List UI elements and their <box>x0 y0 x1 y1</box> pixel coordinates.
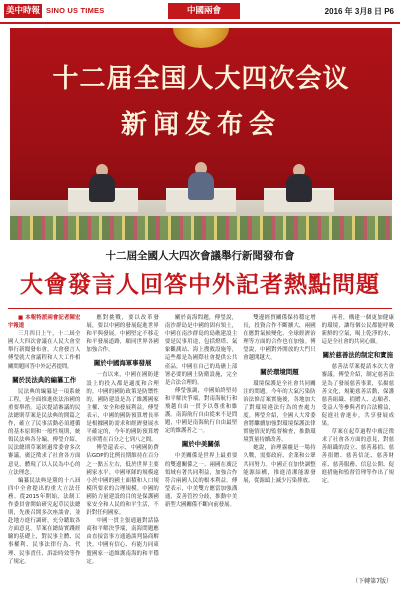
section-subheading: 關於民法典的編纂工作 <box>12 375 77 384</box>
continued-note: （下轉第7版） <box>352 578 392 585</box>
flower-arrangement <box>10 216 392 240</box>
headline-divider <box>8 308 392 309</box>
section-tag: 中國兩會 <box>168 3 240 19</box>
article-column-2 <box>86 314 158 576</box>
paragraph: 環境保護是全社會共同關注的問題。今年的大氣污染防治法修訂案實施後，各地加大了對環境違法行為的查處力度。傅瑩介紹，全國人大常委會將繼續加強對環境保護法律實施情況的監督檢查，推動環境質量持續改善。 <box>243 380 316 444</box>
press-conference-photo <box>10 28 392 240</box>
paragraph: 傅瑩還表示，中國國防費佔GDP的比例長期維持在百分之一點五左右，低於世界主要國家水平。中國軍隊的規模遠小於中國的國土面積和人口規模所要求的合理規模。中國的國防力量建設的目的是保護國家安全和人民的和平生活，不針對任何國家。 <box>86 445 159 517</box>
speaker-right <box>286 174 312 202</box>
banner-line-1: 十二届全国人大四次会议 <box>52 64 350 94</box>
paragraph: 中國一貫主張通過對話協商和平解決爭端，南海問題應由直接當事方通過談判協商解決。中國有信心、有能力同東盟國家一道維護南海的和平穩定。 <box>86 518 159 565</box>
section-subheading: 關於中美關係 <box>181 440 221 449</box>
section-subheading: 關於環境問題 <box>260 367 299 376</box>
paragraph: 傅瑩強調，中國始終堅持和平解決爭端，對南海航行和飛越自由一貫予以尊重和維護。南海航行自由從來不是問題，中國是南海航行自由最堅定的維護者之一。 <box>164 387 238 435</box>
newspaper-name-en: SINO US TIMES <box>46 6 105 15</box>
paragraph: 草案在起草過程中廣泛徵求了社會各方面的意見，對慈善組織的設立、慈善募捐、慈善捐贈、慈善信託、慈善財產、慈善服務、信息公開、促進措施和監督管理等作出了規定。 <box>321 429 395 484</box>
speaker-center <box>188 172 214 200</box>
section-subheading: 關於中國海軍事發展 <box>93 359 152 368</box>
paragraph: 慈善法草案提請本次大會審議。傅瑩介紹，制定慈善法是為了發展慈善事業，弘揚慈善文化，規範慈善活動，保護慈善組織、捐贈人、志願者、受益人等參與者的合法權益，促進社會進步，共享發展成果。 <box>321 364 395 428</box>
article-column-5 <box>322 314 394 576</box>
article-headline: 大會發言人回答中外記者熱點問題 <box>20 272 380 298</box>
paragraph: 應對挑戰，要以改革發展，要以中國的發展促進世界和平與發展。中國堅定不移走和平發展道路，願同世界各國加強合作。 <box>86 315 159 354</box>
paragraph: 編纂民法典是黨的十八屆四中全會提出的重大立法任務。從2015年開始，法制工作委員會開始研究起草民法總則，先後召開多次座談會，並赴地方進行調研，充分聽取各方面意見。草案在總結實踐經驗的基礎上，對民事主體、民事權利、民事法律行為、代理、民事責任、訴訟時效等作了規定。 <box>8 477 81 565</box>
dateline: 2016 年 3月8 日 P6 <box>324 7 394 16</box>
banner-line-2: 新闻发布会 <box>120 110 281 140</box>
paragraph: 雙邊經貿關係保持穩定增長，投資合作不斷擴大，兩國在應對氣候變化、全球經濟治理等方面的合作也在加強。傅瑩說，中國對外開放的大門只會越開越大。 <box>243 315 316 362</box>
section-subheading: 關於慈善法的制定和實施 <box>322 351 393 360</box>
newspaper-logo: 美中時報 <box>5 6 40 16</box>
article-column-1 <box>8 314 80 576</box>
article-column-4 <box>243 314 315 576</box>
paragraph: 民法典的編纂是一項系統工程，是全面推進依法治國的重要舉措。這次提請審議的民法總則草案是民法典的開篇之作，確立了民事活動必須遵循的基本原則和一般性規則，統領民法典各分編。傅瑩介紹，民法總則草案經過常委會多次審議，廣泛徵求了社會各方面意見，體現了以人民為中心的立法理念。 <box>8 388 81 476</box>
article-column-3 <box>165 314 237 576</box>
paragraph: 三月四日上午，十二屆全國人大四次會議在人民大會堂舉行新聞發布會。大會發言人傅瑩就大會議程和人大工作相關問題回答中外記者提問。 <box>8 331 81 370</box>
paragraph: 再者，構建一個更加健康的環境，讓每個公民都能呼吸新鮮的空氣，喝上乾淨的水，這是全社會的共同心願。 <box>321 315 395 346</box>
paragraph: 中美關係是世界上最重要的雙邊關係之一。兩國在廣泛領域有著共同利益，加強合作符合兩國人民的根本利益。傅瑩表示，中美雙方應當加強溝通，妥善管控分歧，推動中美新型大國關係不斷向前發展。 <box>164 453 238 508</box>
masthead <box>0 0 400 24</box>
paragraph: 一直以來，中國在國防建設上的投入都是適度和合理的。中國的國防政策是防禦性的，國防建設是為了維護國家主權、安全和發展利益。傅瑩表示，中國的國防預算增長率是根據國防需求和經濟發展水平確定的，今年的國防預算增長率將在百分之七到八之間。 <box>86 372 159 444</box>
speaker-left <box>89 174 115 202</box>
article-byline: ■ 本報特派兩會記者陳宏宇報道 <box>8 315 81 330</box>
paragraph: 關於南海問題，傅瑩說，南沙群島是中國的固有領土，中國在南沙群島的島礁建設主要是民事用途，包括燈塔、氣象觀測站、海上搜救設施等，這些都是為國際社會提供公共產品。中國在自己的島礁上部署必要的國土防衛設施，完全是合法合理的。 <box>164 315 238 386</box>
article-body <box>8 314 394 576</box>
article-subtitle: 十二屆全國人大四次會議舉行新聞發布會 <box>105 250 295 262</box>
paragraph: 她說，治理霧霾是一場持久戰，需要政府、企業和公眾共同努力。中國正在加快調整能源結構，推進清潔能源發展，從源頭上減少污染排放。 <box>243 445 316 484</box>
